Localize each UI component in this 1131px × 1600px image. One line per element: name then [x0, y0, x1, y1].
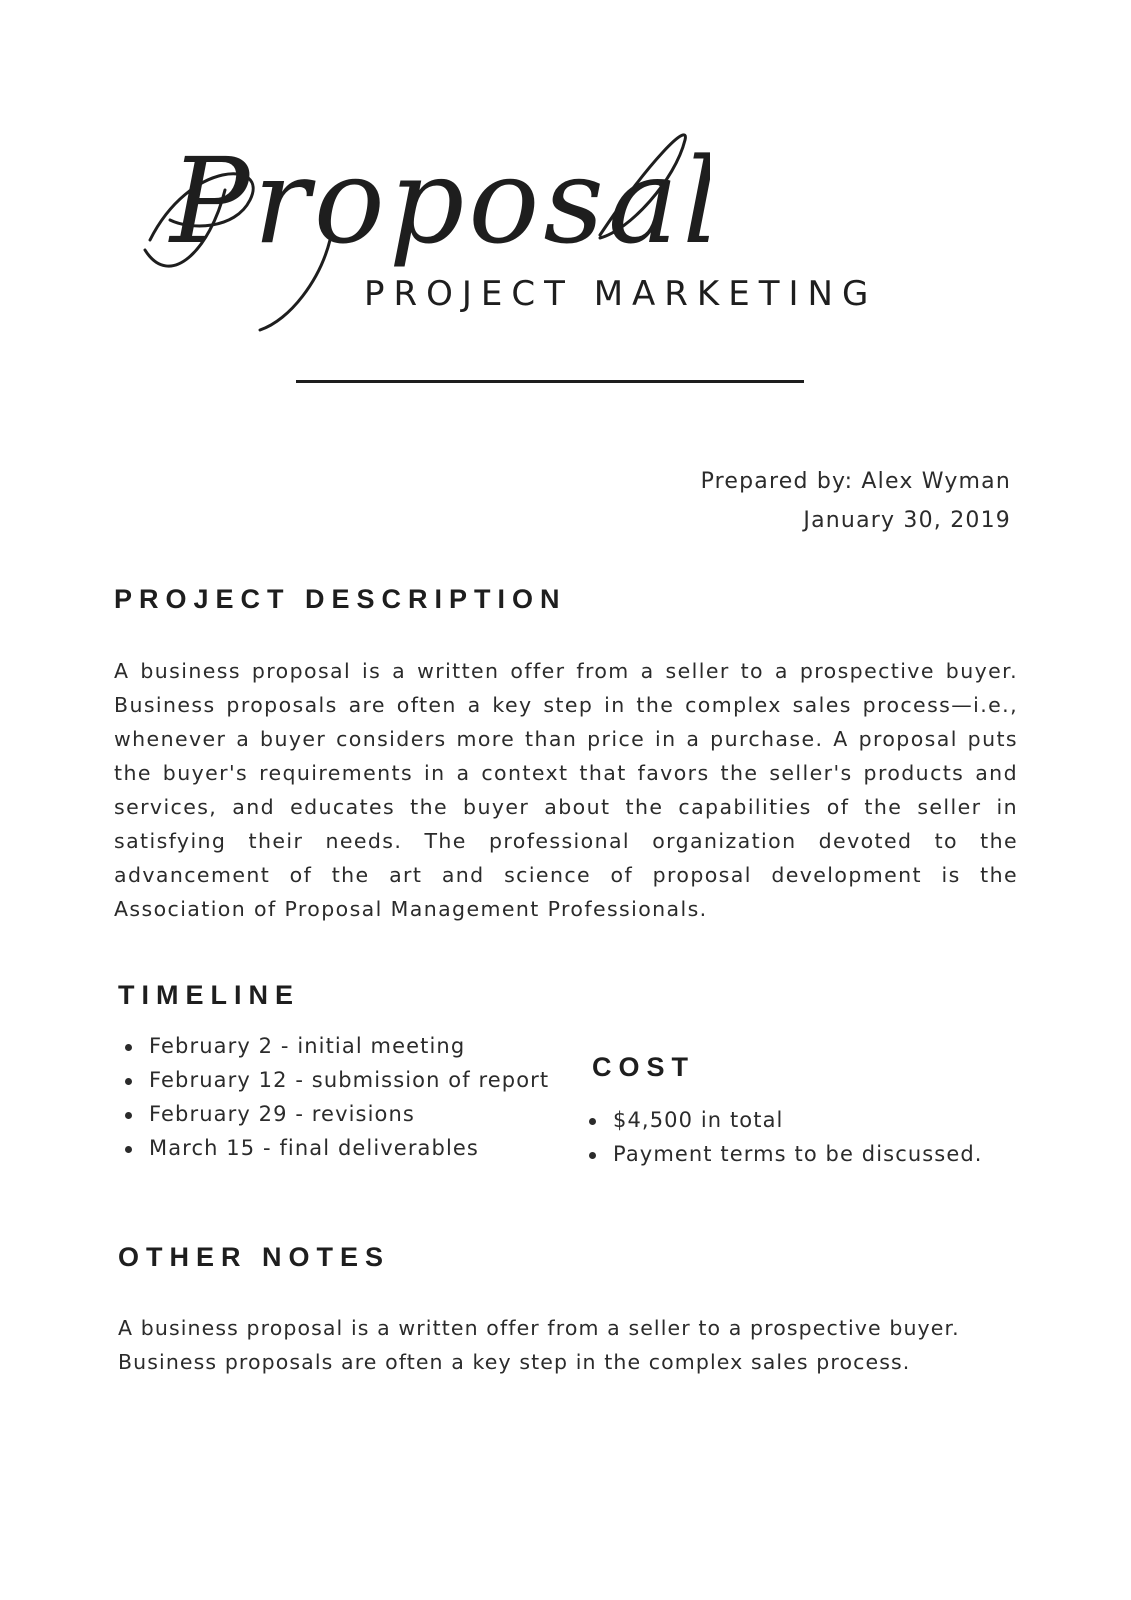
timeline-item: February 2 - initial meeting: [118, 1029, 549, 1063]
other-notes-heading: OTHER NOTES: [118, 1242, 391, 1272]
script-title-text: Proposal: [170, 132, 710, 270]
project-description-heading: PROJECT DESCRIPTION: [114, 584, 567, 614]
cost-item: $4,500 in total: [582, 1103, 983, 1137]
prepared-by: Prepared by: Alex Wyman: [700, 469, 1011, 494]
timeline-item: March 15 - final deliverables: [118, 1131, 549, 1165]
document-subtitle: PROJECT MARKETING: [364, 274, 878, 314]
timeline-heading: TIMELINE: [118, 980, 300, 1010]
prepared-block: [701, 462, 1011, 540]
timeline-item: February 29 - revisions: [118, 1097, 549, 1131]
title-divider: [296, 380, 804, 383]
prepared-date: January 30, 2019: [803, 508, 1011, 533]
cost-item: Payment terms to be discussed.: [582, 1137, 983, 1171]
timeline-item: February 12 - submission of report: [118, 1063, 549, 1097]
cost-list: [582, 1103, 983, 1171]
other-notes-body: [118, 1311, 1018, 1379]
other-notes-line: Business proposals are often a key step in the complex sales process.: [118, 1350, 911, 1374]
project-description-body: A business proposal is a written offer from a seller to a prospective buyer. Business proposals are often a key step in the complex sales process—i.e., whenever a buyer considers more than price in a purchase. A proposal puts the buyer's requirements in a context that favors the seller's products and services, and educates the buyer about the capabilities of the seller in satisfying their needs. The professional organization devoted to the advancement of the art and science of proposal development is the Association of Proposal Management Professionals.: [114, 659, 1018, 921]
cost-heading: COST: [592, 1052, 696, 1082]
timeline-list: [118, 1029, 549, 1165]
other-notes-line: A business proposal is a written offer from a seller to a prospective buyer.: [118, 1316, 960, 1340]
